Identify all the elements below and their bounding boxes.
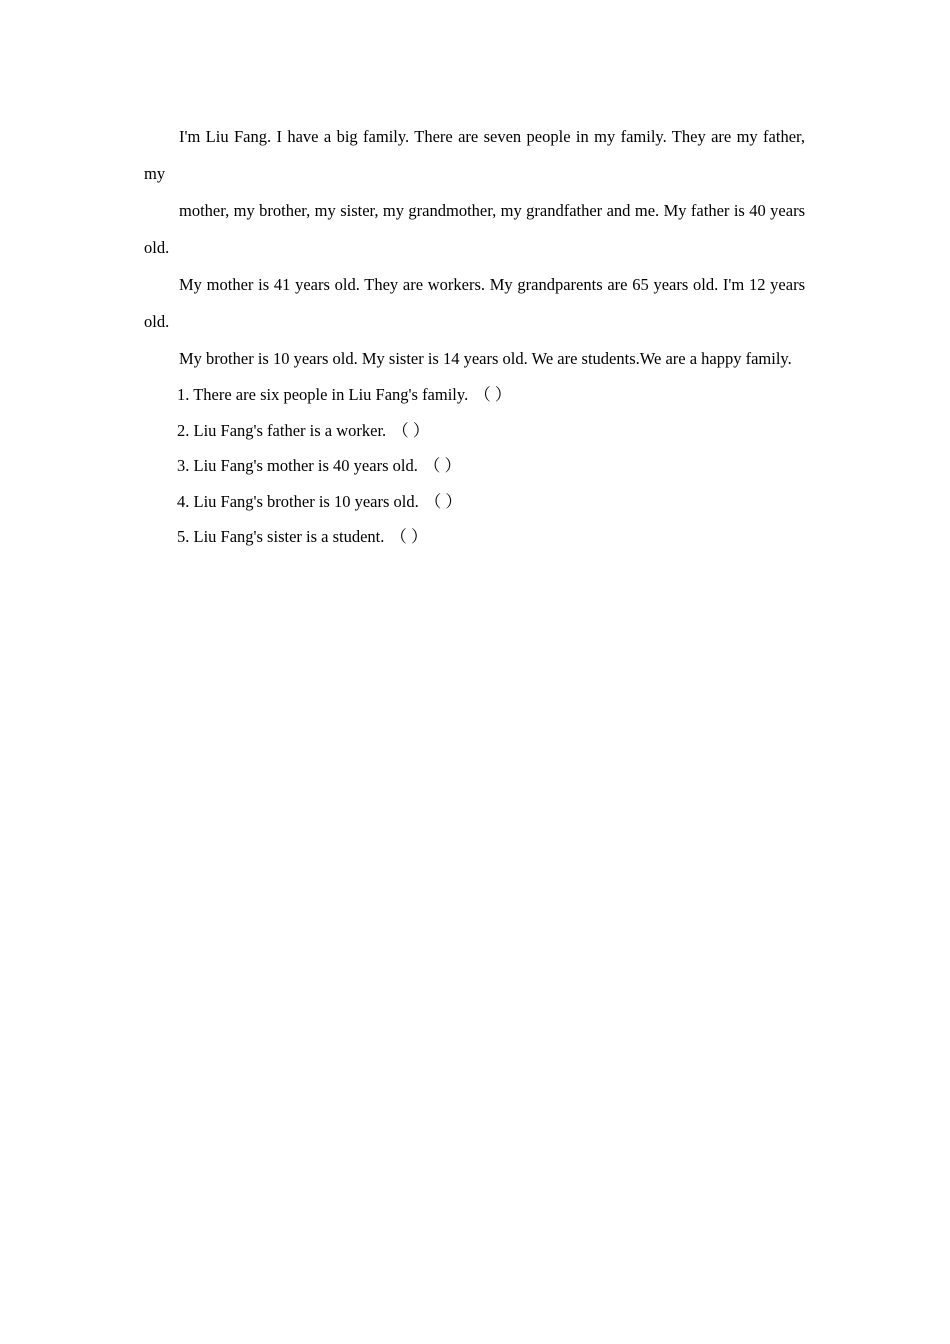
question-2-answer-blank: （ ） (392, 420, 430, 440)
question-4-answer-blank: （ ） (424, 491, 462, 511)
passage-paragraph-4: My brother is 10 years old. My sister is 14 years old. We are students.We are a happy family. (179, 349, 792, 368)
question-2-text: 2. Liu Fang's father is a worker. (177, 420, 387, 440)
question-2 (144, 413, 805, 449)
passage-paragraph-3: My mother is 41 years old. They are workers. My grandparents are 65 years old. I'm 12 years old. (144, 275, 805, 331)
question-4 (144, 484, 805, 520)
question-1 (144, 377, 805, 413)
document-content (144, 118, 805, 555)
question-5-answer-blank: （ ） (390, 527, 428, 547)
question-5 (144, 519, 805, 555)
question-5-text: 5. Liu Fang's sister is a student. (177, 527, 385, 547)
question-1-answer-blank: （ ） (474, 385, 512, 404)
question-4-text: 4. Liu Fang's brother is 10 years old. (177, 491, 419, 511)
question-1-text: 1. There are six people in Liu Fang's family. (177, 385, 469, 404)
question-3-text: 3. Liu Fang's mother is 40 years old. (177, 456, 418, 476)
question-3-answer-blank: （ ） (423, 456, 461, 476)
passage-paragraph-2: mother, my brother, my sister, my grandmother, my grandfather and me. My father is 40 years old. (144, 201, 805, 257)
question-3 (144, 448, 805, 484)
passage-paragraph-1: I'm Liu Fang. I have a big family. There are seven people in my family. They are my father, my (144, 127, 805, 183)
